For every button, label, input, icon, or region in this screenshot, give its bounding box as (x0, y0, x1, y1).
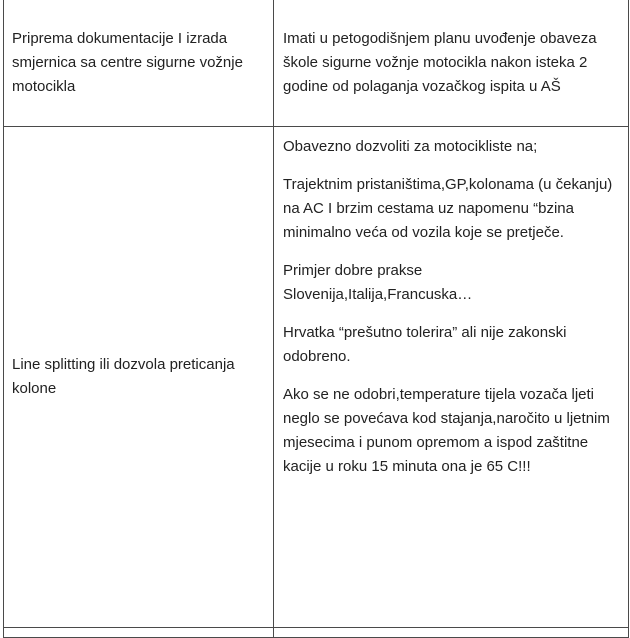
cell-text: Imati u petogodišnjem planu uvođenje obaveza škole sigurne vožnje motocikla nakon isteka 2 godine od polaganja vozačkog ispita u AŠ (283, 30, 597, 95)
table-row (4, 628, 629, 638)
document-table (3, 0, 629, 638)
paragraph: Primjer dobre prakse (283, 262, 423, 279)
table-cell-left (4, 628, 274, 638)
paragraph: Hrvatka “prešutno tolerira” ali nije zakonski odobreno. (283, 324, 567, 365)
paragraph-group (283, 259, 618, 307)
table-row (4, 0, 629, 127)
table-cell-left (4, 0, 274, 127)
table-cell-right (274, 127, 629, 628)
paragraph: Ako se ne odobri,temperature tijela vozača ljeti neglo se povećava kod stajanja,naročito u ljetnim mjesecima i punom opremom a ispod zaštitne kacije u roku 15 minuta ona je 65 C!!! (283, 386, 610, 475)
paragraph: Trajektnim pristaništima,GP,kolonama (u čekanju) na AC I brzim cestama uz napomenu “bzina minimalno veća od vozila koje se pretječe. (283, 176, 613, 241)
table-cell-right (274, 628, 629, 638)
paragraph: Obavezno dozvoliti za motocikliste na; (283, 138, 538, 155)
table-row (4, 127, 629, 628)
table-cell-left (4, 127, 274, 628)
table-cell-right (274, 0, 629, 127)
cell-text: Priprema dokumentacije I izrada smjernica sa centre sigurne vožnje motocikla (12, 30, 243, 95)
cell-text: Line splitting ili dozvola preticanja kolone (12, 356, 235, 397)
paragraph: Slovenija,Italija,Francuska… (283, 286, 473, 303)
